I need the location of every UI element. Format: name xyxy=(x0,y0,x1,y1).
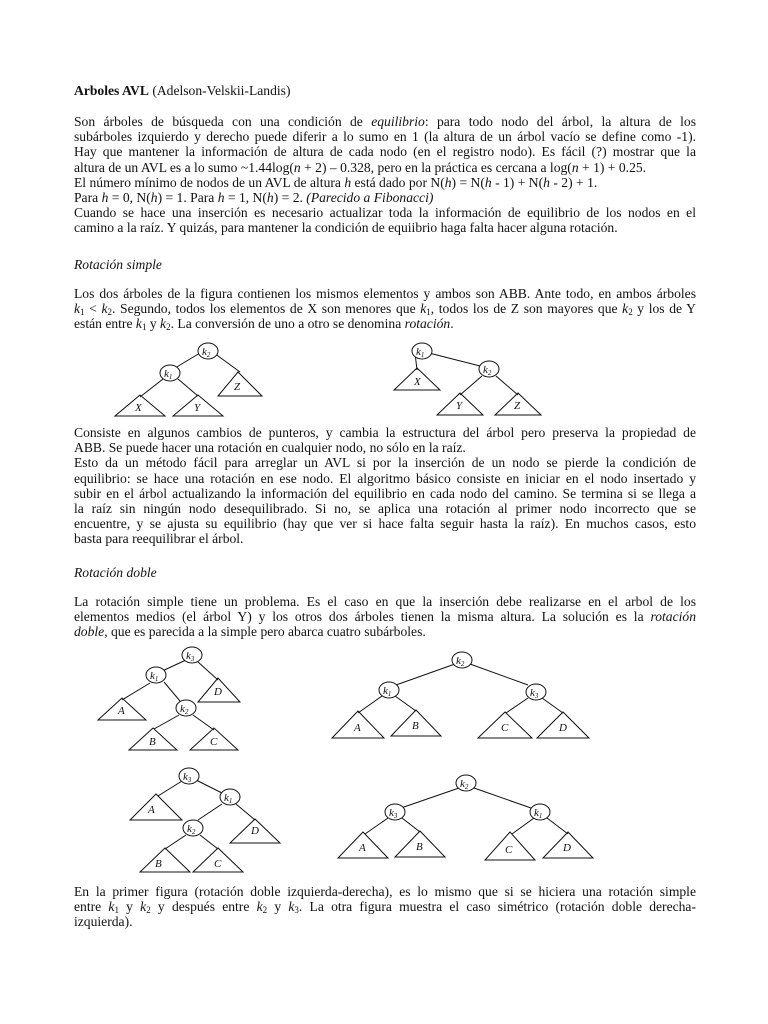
node-label: k3 xyxy=(530,687,539,700)
intro-line-6: Para h = 0, N(h) = 1. Para h = 1, N(h) = 2. (Parecido a Fibonacci) xyxy=(74,190,434,206)
subtree-label: D xyxy=(251,825,259,837)
simple-p1-line-3: están entre $k_1$ y $k_2$. La conversión de uno a otro se denomina rotación. xyxy=(74,316,454,333)
simple-p2-line-2: ABB. Se puede hacer una rotación en cualquier nodo, no sólo en la raíz. xyxy=(74,440,466,456)
subtree-label: Y xyxy=(456,400,463,412)
edge xyxy=(154,715,179,729)
edge xyxy=(460,376,482,395)
subtree-label: D xyxy=(559,722,567,734)
edge xyxy=(506,698,528,713)
title-rest: (Adelson-Velskii-Landis) xyxy=(152,83,291,98)
edge xyxy=(365,818,388,834)
subtree-label: C xyxy=(501,722,509,734)
subtree-label: B xyxy=(149,736,156,748)
node-label: k2 xyxy=(202,346,211,359)
edge xyxy=(236,804,255,820)
edge xyxy=(496,376,518,395)
edge xyxy=(198,804,222,820)
subtree-label: C xyxy=(505,844,513,856)
simple-p2-line-4: equilibrio: se hace una rotación en ese nodo. El algoritmo básico consiste en iniciar en el nodo insertado y xyxy=(74,470,696,486)
subtree-label: A xyxy=(148,804,155,816)
subtree-label: A xyxy=(359,842,366,854)
edge xyxy=(547,818,568,834)
node-label: k1 xyxy=(224,792,233,805)
intro-paragraph xyxy=(74,114,696,236)
subtree-label: Y xyxy=(194,402,201,414)
node-label: k1 xyxy=(534,807,543,820)
edge xyxy=(542,698,563,713)
edge xyxy=(196,780,222,793)
double-p2-line-3: izquierda). xyxy=(74,914,133,930)
node-label: k2 xyxy=(456,655,465,668)
node-label: k2 xyxy=(180,703,189,716)
simple-p2-line-3: Esto da un método fácil para arreglar un AVL si por la inserción de un nodo se pierde la condición de xyxy=(74,455,696,471)
double-paragraph-1 xyxy=(74,594,696,640)
intro-line-7: Cuando se hace una inserción es necesario actualizar toda la información de equilibrio de los nodos en el xyxy=(74,205,696,221)
node-label: k3 xyxy=(389,807,398,820)
node-label: k3 xyxy=(186,650,195,663)
edge xyxy=(402,818,420,832)
edge xyxy=(512,818,534,834)
edge xyxy=(193,715,214,730)
intro-line-5: El número mínimo de nodos de un AVL de altura h está dado por N(h) = N(h - 1) + N(h - 2) + 1. xyxy=(74,174,598,190)
subtree-label: B xyxy=(412,720,419,732)
subtree-label: X xyxy=(135,402,142,414)
section-heading-double: Rotación doble xyxy=(74,565,157,580)
double-p1-line-1: La rotación simple tiene un problema. Es el caso en que la inserción debe realizarse en el arbol de los xyxy=(74,594,696,609)
double-p1-line-3: doble, que es parecida a la simple pero abarca cuatro subárboles. xyxy=(74,624,426,640)
simple-paragraph-2 xyxy=(74,425,696,547)
edge xyxy=(396,664,455,685)
node-label: k1 xyxy=(416,346,425,359)
simple-p1-line-1: Los dos árboles de la figura contienen los mismos elementos y ambos son ABB. Ante todo, en ambos árboles xyxy=(74,286,696,301)
intro-line-4: altura de un AVL es a lo sumo ~1.44log(n + 2) – 0.328, pero en la práctica es cercana a log(n + 1) + 0.25. xyxy=(74,159,647,175)
title-bold: Arboles AVL xyxy=(74,83,149,98)
double-p2-line-2: entre $k_1$ y $k_2$ y después entre $k_2$ y $k_3$. La otra figura muestra el caso simétrico (rotación doble derecha- xyxy=(74,899,696,916)
node-label: k2 xyxy=(460,778,469,791)
subtree-triangle xyxy=(130,794,182,820)
node-label: k2 xyxy=(187,823,196,836)
subtree-label: C xyxy=(210,736,218,748)
figure-double-rotation-2-right xyxy=(335,772,595,867)
subtree-label: Z xyxy=(234,381,241,393)
edge xyxy=(165,835,186,849)
edge xyxy=(401,788,459,808)
subtree-triangle xyxy=(140,848,190,872)
subtree-label: C xyxy=(214,858,222,870)
double-paragraph-2 xyxy=(74,884,696,930)
edge xyxy=(178,379,198,396)
simple-p1-line-2: $k_1 < k_2$. Segundo, todos los elementos de X son menores que $k_1$, todos los de Z son mayores que $k_2$ y los de Y xyxy=(74,301,696,318)
figure-simple-rotation-right xyxy=(390,340,555,420)
edge xyxy=(175,353,200,368)
edge xyxy=(200,835,218,849)
simple-p2-line-6: la raíz sin ningún nodo desequilibrado. Si no, se aplica una rotación al primer nodo incorrecto que se xyxy=(74,501,696,517)
intro-line-3: Hay que mantener la información de altura de cada nodo (en el registro nodo). Es fácil (?) mostrar que la xyxy=(74,144,696,160)
subtree-label: X xyxy=(414,376,421,388)
figure-simple-rotation-left xyxy=(110,340,285,420)
simple-p2-line-1: Consiste en algunos cambios de punteros, y cambia la estructura del árbol pero preserva la propiedad de xyxy=(74,425,696,440)
intro-line-1: Son árboles de búsqueda con una condición de equilibrio: para todo nodo del árbol, la altura de los xyxy=(74,114,696,129)
intro-line-2: subárboles izquierdo y derecho puede diferir a lo sumo en 1 (la altura de un árbol vacío se define como -1). xyxy=(74,129,696,145)
subtree-label: B xyxy=(155,858,162,870)
edge xyxy=(158,781,182,796)
node-label: k1 xyxy=(383,685,392,698)
edge xyxy=(395,696,416,711)
double-p1-line-2: elementos medios (el árbol Y) y los otros dos árboles tienen la misma altura. La solución es la rotación xyxy=(74,609,696,625)
edge xyxy=(429,353,480,366)
edge xyxy=(164,682,180,701)
simple-p2-line-7: encuentre, y se ajusta su equilibrio (hay que ver si hace falta seguir hasta la raíz). En muchos casos, esto xyxy=(74,516,696,532)
edge xyxy=(470,664,528,685)
subtree-label: A xyxy=(354,722,361,734)
edge xyxy=(474,788,531,808)
subtree-label: B xyxy=(416,841,423,853)
subtree-label: Z xyxy=(514,400,521,412)
intro-line-8: camino a la raíz. Y quizás, para mantener la condición de equiibrio haga falta hacer alguna rotación. xyxy=(74,220,618,236)
node-label: k1 xyxy=(150,670,159,683)
double-p2-line-1: En la primer figura (rotación doble izquierda-derecha), es lo mismo que si se hiciera una rotación simple xyxy=(74,884,696,899)
edge xyxy=(122,683,150,700)
subtree-label: A xyxy=(118,705,125,717)
node-label: k2 xyxy=(483,364,492,377)
page-title xyxy=(74,83,291,98)
edge xyxy=(140,379,163,397)
edge xyxy=(198,662,218,680)
simple-p2-line-8: basta para reequilibrar el árbol. xyxy=(74,531,244,547)
figure-double-rotation-2-left xyxy=(120,764,285,879)
subtree-label: D xyxy=(563,842,571,854)
node-label: k1 xyxy=(164,368,173,381)
figure-double-rotation-1-left xyxy=(94,644,254,759)
edge xyxy=(358,696,382,713)
simple-p2-line-5: subir en el árbol actualizando la información del equilibrio en cada nodo del camino. Se termina si se llega a xyxy=(74,485,696,501)
figure-double-rotation-1-right xyxy=(330,650,600,745)
node-label: k3 xyxy=(183,771,192,784)
simple-paragraph-1 xyxy=(74,286,696,332)
subtree-label: D xyxy=(214,686,222,698)
section-heading-simple: Rotación simple xyxy=(74,257,162,272)
edge xyxy=(214,353,240,372)
